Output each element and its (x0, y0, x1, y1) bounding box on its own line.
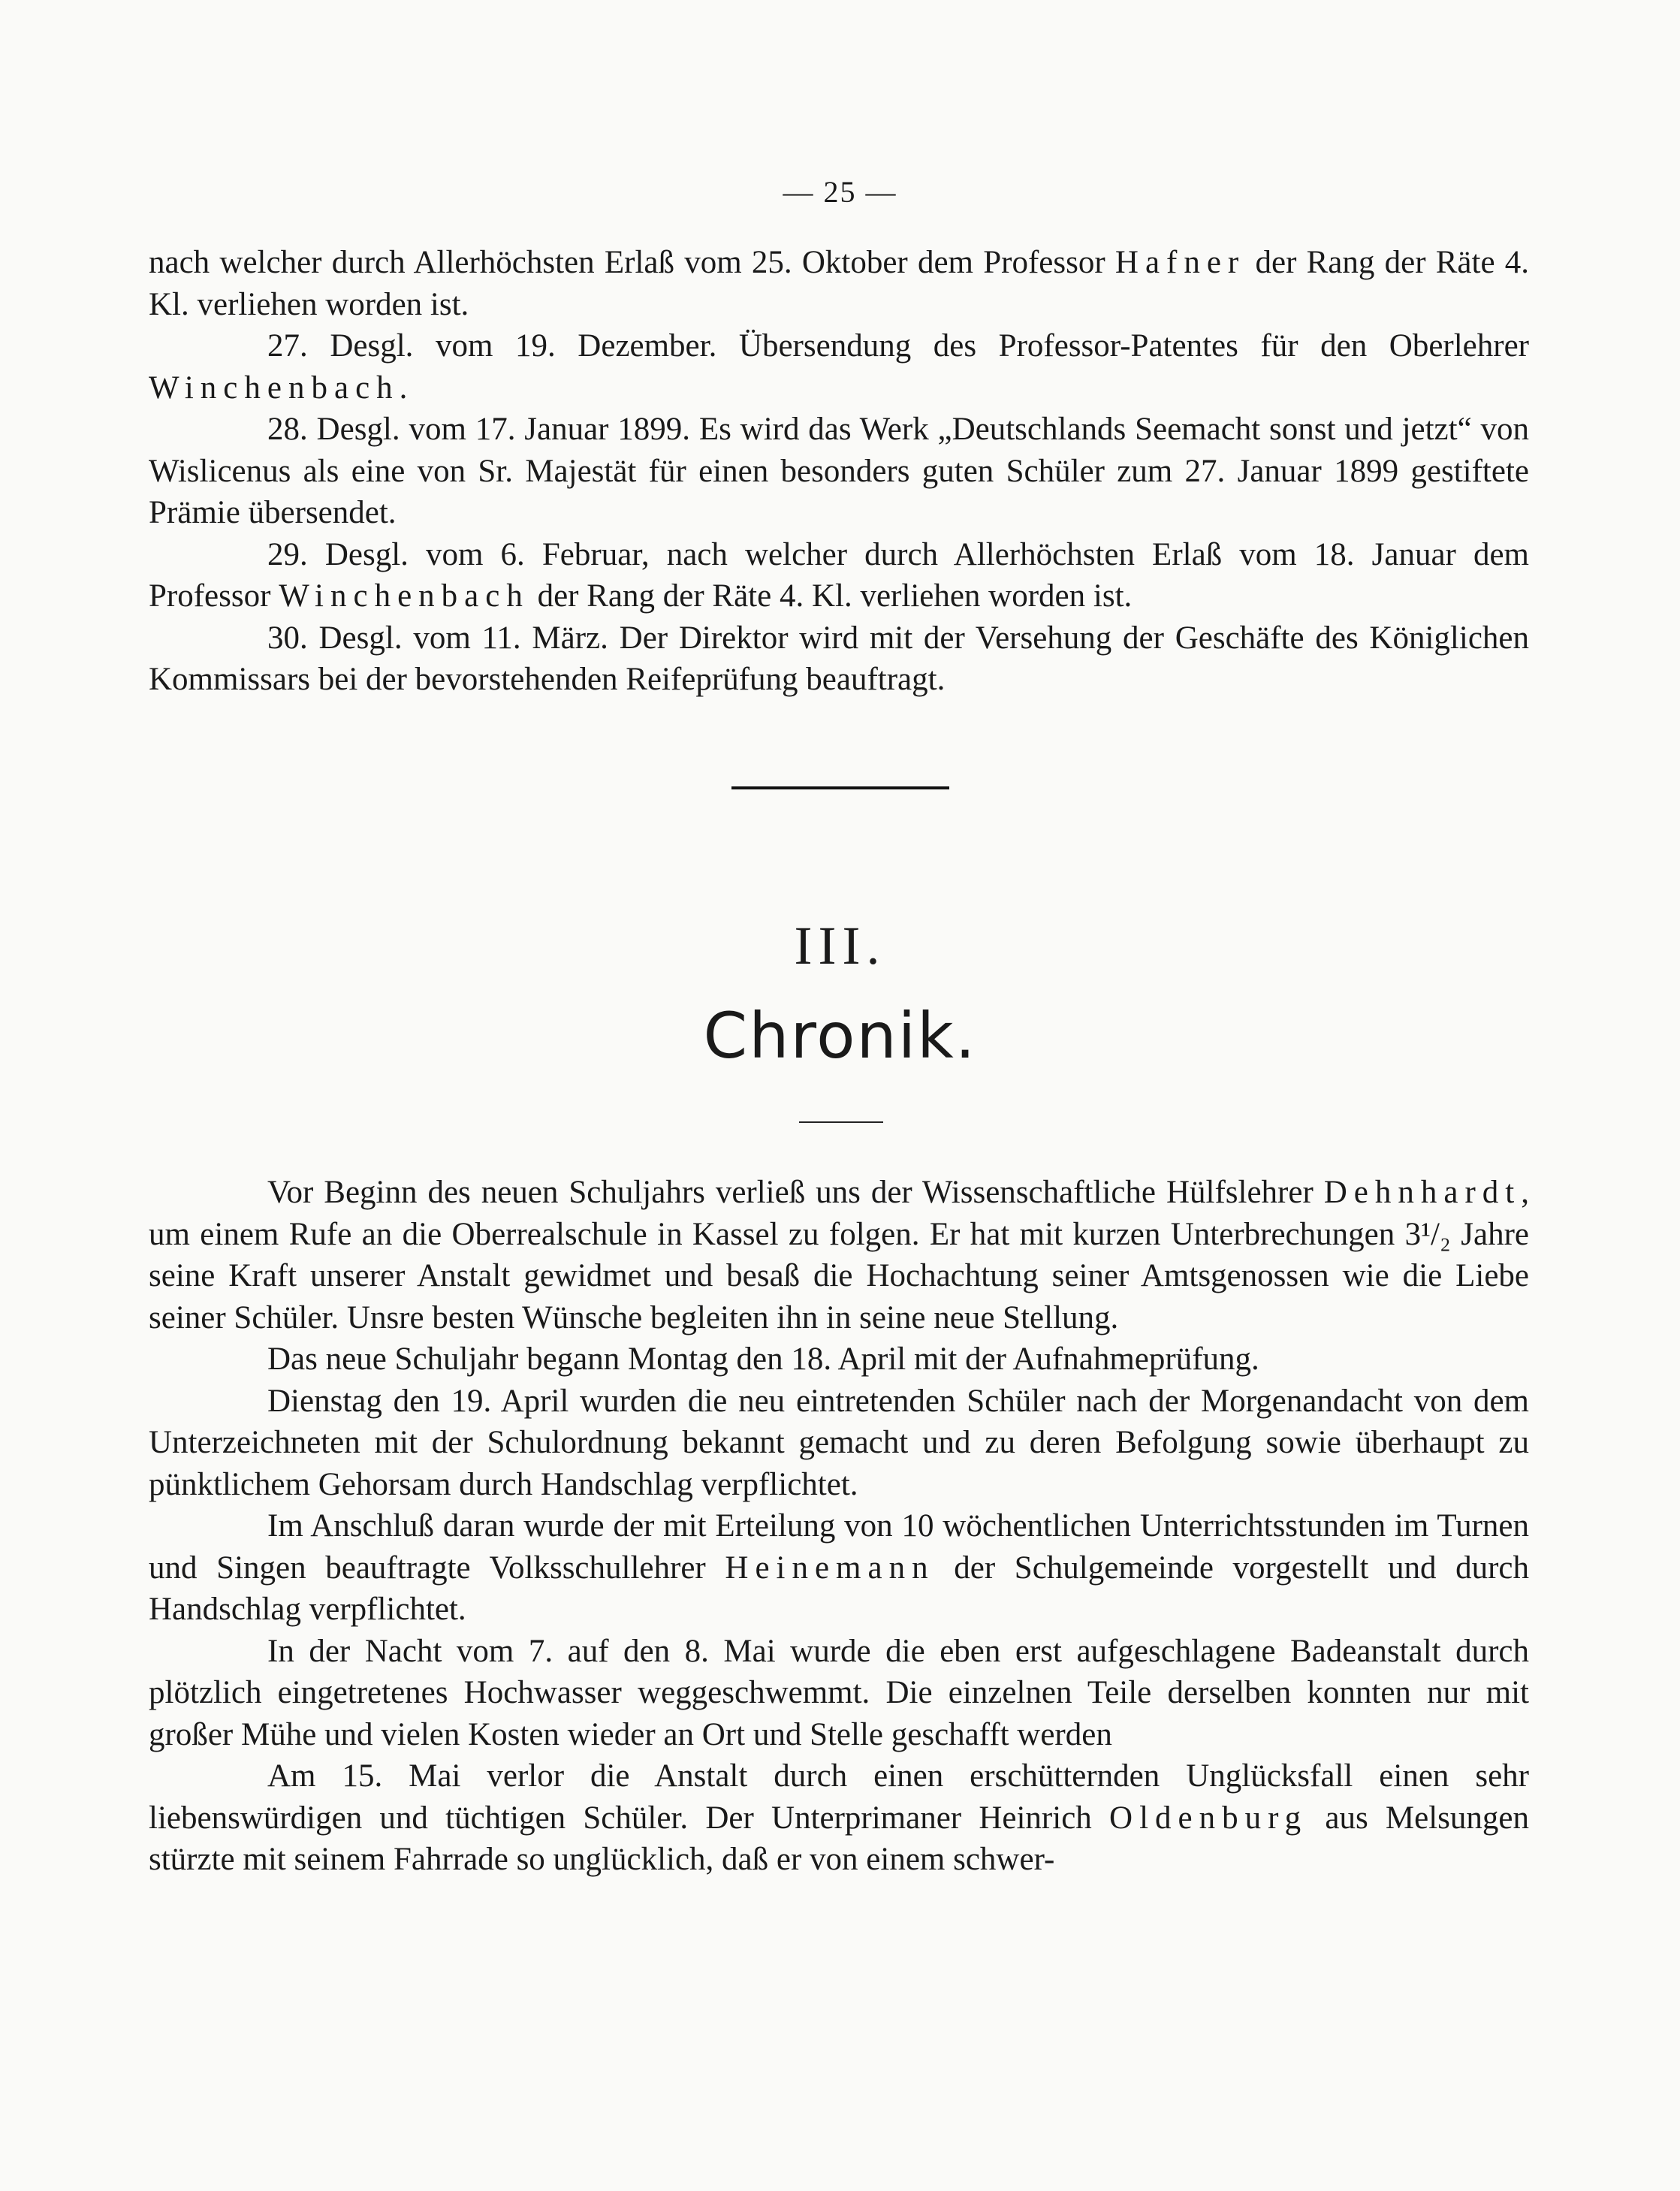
chronik-paragraph: Am 15. Mai verlor die Anstalt durch einen erschütternden Unglücksfall einen sehr liebenswürdigen und tüchtigen Schüler. Der Unterprimaner Heinrich Oldenburg aus Melsungen stürzte mit seinem Fahrrade so unglücklich, daß er von einem schwer- (149, 1758, 1530, 1877)
person-name: Dehnhardt (1323, 1175, 1522, 1210)
person-name: Hafner (1114, 245, 1246, 280)
chronik-paragraph: Vor Beginn des neuen Schuljahrs verließ uns der Wissenschaftliche Hülfslehrer Dehnhardt, um einem Rufe an die Oberrealschule in Kassel zu folgen. Er hat mit kurzen Unterbrechungen 3¹/₂ Jahre seine Kraft unserer Anstalt gewidmet und besaß die Hochachtung seiner Amtsgenossen wie die Liebe seiner Schüler. Unsre besten Wünsche begleiten ihn in seine neue Stellung. (149, 1175, 1529, 1335)
chronik-paragraph: Im Anschluß daran wurde der mit Erteilung von 10 wöchentlichen Unterrichtsstunden im Turnen und Singen beauftragte Volksschullehrer Heinemann der Schulgemeinde vorgestellt und durch Handschlag verpflichtet. (149, 1508, 1530, 1627)
person-name: Oldenburg (1109, 1800, 1308, 1836)
person-name: Heinemann (725, 1550, 935, 1586)
decree-list (149, 242, 1529, 701)
decree-paragraph: 30. Desgl. vom 11. März. Der Direktor wird mit der Versehung der Geschäfte des Königlichen Kommissars bei der bevorstehenden Reifeprüfung beauftragt. (149, 620, 1529, 697)
page-number: — 25 — (783, 175, 897, 209)
person-name: Winchenbach (279, 578, 529, 614)
decree-paragraph: nach welcher durch Allerhöchsten Erlaß vom 25. Oktober dem Professor Hafner der Rang der Räte 4. Kl. verliehen worden ist. (149, 245, 1529, 322)
section-title: Chronik. (703, 999, 977, 1073)
section-number: III. (794, 916, 886, 976)
chronik-paragraph: In der Nacht vom 7. auf den 8. Mai wurde die eben erst aufgeschlagene Badeanstalt durch plötzlich eingetretenes Hochwasser weggeschwemmt. Die einzelnen Teile derselben konnten nur mit großer Mühe und vielen Kosten wieder an Ort und Stelle geschafft werden (149, 1633, 1529, 1752)
title-underline (799, 1121, 883, 1123)
section-divider (731, 786, 949, 789)
chronik-body (149, 1172, 1529, 1881)
decree-paragraph: 27. Desgl. vom 19. Dezember. Übersendung des Professor-Patentes für den Oberlehrer Winchenbach. (149, 328, 1529, 406)
person-name: Winchenbach (149, 370, 400, 406)
chronik-paragraph: Das neue Schuljahr begann Montag den 18. April mit der Aufnahmeprüfung. (267, 1341, 1259, 1377)
decree-paragraph: 29. Desgl. vom 6. Februar, nach welcher durch Allerhöchsten Erlaß vom 18. Januar dem Professor Winchenbach der Rang der Räte 4. Kl. verliehen worden ist. (149, 536, 1529, 614)
chronik-paragraph: Dienstag den 19. April wurden die neu eintretenden Schüler nach der Morgenandacht von dem Unterzeichneten mit der Schulordnung bekannt gemacht und zu deren Befolgung sowie überhaupt zu pünktlichem Gehorsam durch Handschlag verpflichtet. (149, 1383, 1529, 1502)
decree-paragraph: 28. Desgl. vom 17. Januar 1899. Es wird das Werk „Deutschlands Seemacht sonst und jetzt“ von Wislicenus als eine von Sr. Majestät für einen besonders guten Schüler zum 27. Januar 1899 gestiftete Prämie übersendet. (149, 412, 1529, 530)
